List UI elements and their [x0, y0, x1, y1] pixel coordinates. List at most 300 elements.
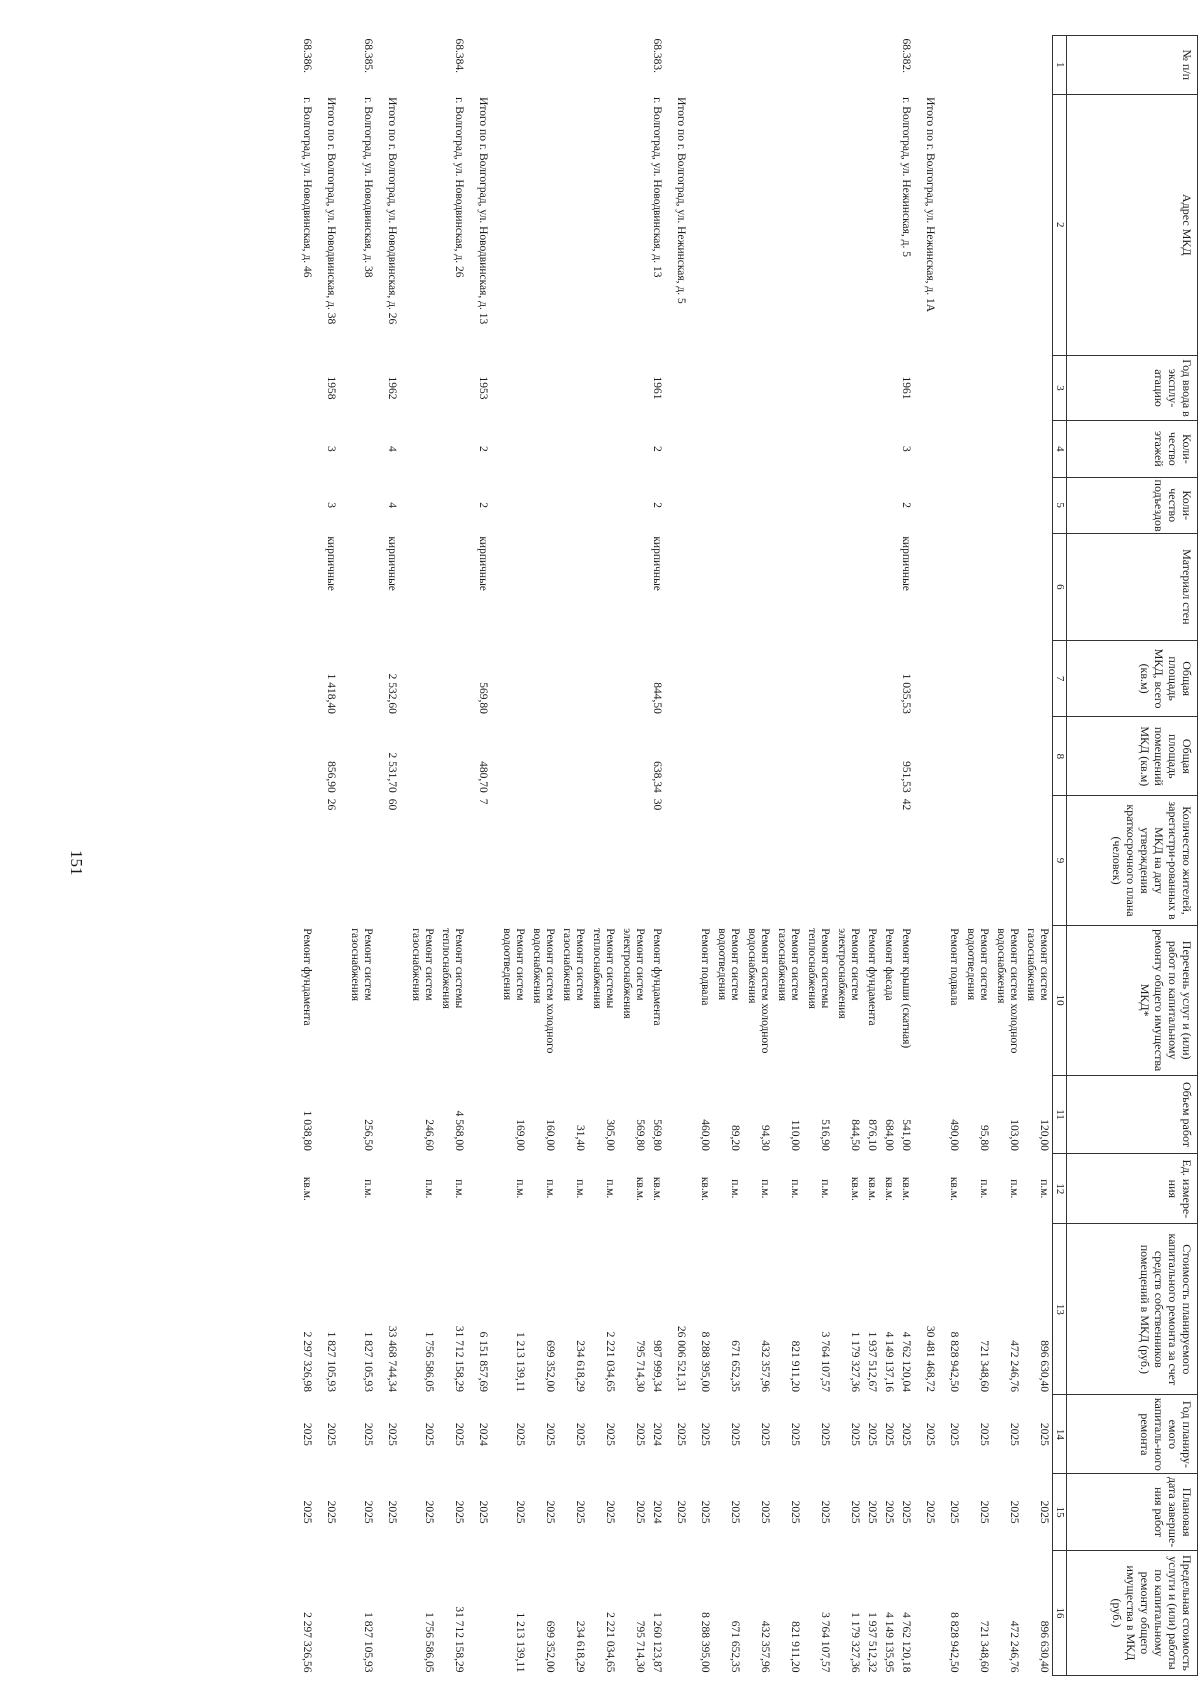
- column-number-1: 1: [1053, 36, 1067, 95]
- residents-cell: [618, 796, 648, 926]
- year-built-cell: [962, 355, 992, 420]
- address-cell: [558, 94, 588, 355]
- cost-cell: 2 297 326,98: [301, 1331, 313, 1392]
- residents-cell: [945, 796, 962, 926]
- column-header-1: № п/п: [1067, 36, 1198, 95]
- volume-cell: 516,90: [819, 1119, 831, 1151]
- unit-cell: п.м.: [362, 1179, 374, 1199]
- area-rooms-cell: 480,70: [477, 761, 489, 793]
- repair-year-cell: 2025: [819, 1422, 831, 1446]
- year-built-cell: 1962: [386, 376, 398, 400]
- work-row: [773, 36, 803, 1676]
- row-number: 68.382.: [900, 38, 912, 73]
- volume-cell: 460,00: [699, 1119, 711, 1151]
- column-header-6: Материал стен: [1067, 533, 1198, 640]
- column-header-3: Год ввода в эксплу-атацию: [1067, 355, 1198, 420]
- completion-date-cell: 2025: [699, 1500, 711, 1524]
- cost-cell: 26 006 521,31: [675, 1325, 687, 1392]
- residents-cell: [713, 796, 743, 926]
- house-row: [298, 36, 322, 1676]
- cost-cell: 234 618,29: [574, 1340, 586, 1392]
- work-row: [696, 36, 713, 1676]
- area-total-cell: [992, 640, 1022, 717]
- unit-cell: [322, 1154, 346, 1224]
- work-row: [558, 36, 588, 1676]
- year-built-cell: [588, 355, 618, 420]
- entrances-cell: [713, 477, 743, 533]
- address-cell: [803, 94, 833, 355]
- work-cell: [672, 925, 696, 1075]
- year-built-cell: [346, 355, 383, 420]
- work-row: [962, 36, 992, 1676]
- limit-cost-cell: 896 630,40: [1038, 1620, 1050, 1673]
- cost-cell: 671 652,35: [729, 1340, 741, 1392]
- unit-cell: п.м.: [544, 1179, 556, 1199]
- work-cell: Ремонт фундамента: [301, 928, 313, 1026]
- area-rooms-cell: [588, 717, 618, 796]
- walls-cell: [618, 533, 648, 640]
- walls-cell: [880, 533, 897, 640]
- walls-cell: [437, 533, 474, 640]
- limit-cost-cell: 234 618,29: [574, 1620, 586, 1673]
- residents-cell: [921, 796, 945, 926]
- address-cell: [588, 94, 618, 355]
- unit-cell: п.м.: [978, 1179, 990, 1199]
- row-number: [672, 36, 696, 95]
- work-cell: Ремонт крыши (скатная): [900, 928, 912, 1049]
- year-built-cell: [437, 355, 474, 420]
- volume-cell: 684,00: [883, 1119, 895, 1151]
- volume-cell: 1 038,80: [301, 1110, 313, 1151]
- limit-cost-cell: 1 937 512,32: [866, 1612, 878, 1673]
- cost-cell: 6 151 857,69: [477, 1331, 489, 1392]
- row-number: [588, 36, 618, 95]
- row-number: [558, 36, 588, 95]
- limit-cost-cell: 1 213 139,11: [514, 1612, 526, 1673]
- limit-cost-cell: 8 288 395,00: [699, 1612, 711, 1673]
- work-row: [498, 36, 528, 1676]
- area-total-cell: [298, 640, 322, 717]
- limit-cost-cell: 1 260 123,87: [651, 1612, 663, 1673]
- floors-cell: 3: [900, 445, 912, 452]
- work-cell: Ремонт систем электроснабжения: [836, 928, 861, 1019]
- row-number: [1022, 36, 1053, 95]
- work-cell: [474, 925, 498, 1075]
- residents-cell: [298, 796, 322, 926]
- floors-cell: [945, 421, 962, 477]
- volume-cell: 169,00: [514, 1119, 526, 1151]
- column-number-7: 7: [1053, 640, 1067, 717]
- unit-cell: кв.м.: [866, 1176, 878, 1201]
- area-total-cell: 2 532,60: [386, 673, 398, 714]
- unit-cell: п.м.: [1008, 1179, 1020, 1199]
- residents-cell: [407, 796, 437, 926]
- work-row: [833, 36, 863, 1676]
- unit-cell: кв.м.: [948, 1176, 960, 1201]
- cost-cell: 2 221 034,65: [604, 1331, 616, 1392]
- work-row: [743, 36, 773, 1676]
- work-row: [528, 36, 558, 1676]
- row-number: [962, 36, 992, 95]
- floors-cell: [773, 421, 803, 477]
- house-row: [346, 36, 383, 1676]
- walls-cell: [558, 533, 588, 640]
- area-rooms-cell: [962, 717, 992, 796]
- walls-cell: [803, 533, 833, 640]
- column-header-16: Предельная стоимость услуги и (или) работы по капитальному ремонту общего имущества в МКД (руб.): [1067, 1550, 1198, 1675]
- unit-cell: п.м.: [759, 1179, 771, 1199]
- row-number: 68.386.: [301, 38, 313, 73]
- cost-cell: 1 756 586,05: [423, 1331, 435, 1392]
- walls-cell: [992, 533, 1022, 640]
- cost-cell: 472 246,76: [1008, 1340, 1020, 1392]
- entrances-cell: [863, 477, 880, 533]
- area-total-cell: [346, 640, 383, 717]
- limit-cost-cell: 1 756 586,05: [423, 1612, 435, 1673]
- header-row: [1067, 36, 1198, 1676]
- residents-cell: [346, 796, 383, 926]
- entrances-cell: [346, 477, 383, 533]
- repair-year-cell: 2025: [544, 1422, 556, 1446]
- walls-cell: кирпичные: [386, 536, 398, 591]
- cost-cell: 1 827 105,93: [362, 1331, 374, 1392]
- area-total-cell: [863, 640, 880, 717]
- completion-date-cell: 2025: [362, 1500, 374, 1524]
- walls-cell: [773, 533, 803, 640]
- residents-cell: [743, 796, 773, 926]
- entrances-cell: [945, 477, 962, 533]
- unit-cell: п.м.: [604, 1179, 616, 1199]
- floors-cell: [407, 421, 437, 477]
- repair-year-cell: 2024: [477, 1422, 489, 1446]
- area-rooms-cell: [498, 717, 528, 796]
- volume-cell: [322, 1075, 346, 1154]
- area-rooms-cell: 638,34: [651, 761, 663, 793]
- unit-cell: [474, 1154, 498, 1224]
- area-rooms-cell: [880, 717, 897, 796]
- walls-cell: кирпичные: [900, 536, 912, 591]
- column-number-10: 10: [1053, 925, 1067, 1075]
- cost-cell: 30 481 468,72: [924, 1325, 936, 1392]
- work-cell: Ремонт фундамента: [866, 928, 878, 1026]
- completion-date-cell: 2025: [574, 1500, 586, 1524]
- repair-year-cell: 2025: [900, 1422, 912, 1446]
- column-number-4: 4: [1053, 421, 1067, 477]
- limit-cost-cell: 3 764 107,57: [819, 1612, 831, 1673]
- completion-date-cell: 2025: [514, 1500, 526, 1524]
- residents-cell: [498, 796, 528, 926]
- residents-cell: [833, 796, 863, 926]
- completion-date-cell: 2025: [883, 1500, 895, 1524]
- address-cell: Итого по г. Волгоград, ул. Нежинская, д. 5: [675, 97, 687, 304]
- column-number-13: 13: [1053, 1224, 1067, 1395]
- repair-year-cell: 2025: [423, 1422, 435, 1446]
- column-header-8: Общая площадь помещений МКД (кв.м): [1067, 717, 1198, 796]
- floors-cell: [346, 421, 383, 477]
- address-cell: г. Волгоград, ул. Новодвинская, д. 38: [362, 97, 374, 278]
- limit-cost-cell: [672, 1550, 696, 1675]
- house-row: [437, 36, 474, 1676]
- work-row: [803, 36, 833, 1676]
- volume-cell: 120,00: [1038, 1119, 1050, 1151]
- unit-cell: п.м.: [819, 1179, 831, 1199]
- volume-cell: [672, 1075, 696, 1154]
- limit-cost-cell: 821 911,20: [789, 1621, 801, 1673]
- area-rooms-cell: [437, 717, 474, 796]
- area-total-cell: [696, 640, 713, 717]
- volume-cell: 160,00: [544, 1119, 556, 1151]
- area-rooms-cell: [773, 717, 803, 796]
- repair-year-cell: 2025: [514, 1422, 526, 1446]
- cost-cell: 4 149 137,16: [883, 1331, 895, 1392]
- repair-year-cell: 2025: [866, 1422, 878, 1446]
- unit-cell: кв.м.: [849, 1176, 861, 1201]
- area-rooms-cell: [528, 717, 558, 796]
- row-number: [743, 36, 773, 95]
- entrances-cell: 4: [386, 502, 398, 509]
- work-cell: Ремонт систем газоснабжения: [1025, 928, 1050, 1002]
- column-header-11: Объем работ: [1067, 1075, 1198, 1154]
- work-cell: Ремонт систем электроснабжения: [621, 928, 646, 1019]
- page-number: 151: [67, 850, 86, 876]
- area-total-cell: [588, 640, 618, 717]
- repair-year-cell: 2025: [325, 1422, 337, 1446]
- work-row: [407, 36, 437, 1676]
- area-rooms-cell: [298, 717, 322, 796]
- residents-cell: [696, 796, 713, 926]
- unit-cell: п.м.: [1038, 1179, 1050, 1199]
- work-cell: Ремонт систем холодного водоснабжения: [995, 928, 1020, 1054]
- floors-cell: [528, 421, 558, 477]
- column-header-14: Год планиру-емого капиталь-ного ремонта: [1067, 1395, 1198, 1474]
- limit-cost-cell: [921, 1550, 945, 1675]
- limit-cost-cell: 4 762 120,18: [900, 1612, 912, 1673]
- walls-cell: [713, 533, 743, 640]
- entrances-cell: [528, 477, 558, 533]
- column-number-8: 8: [1053, 717, 1067, 796]
- area-total-cell: 844,50: [651, 682, 663, 714]
- address-cell: [945, 94, 962, 355]
- volume-cell: 876,10: [866, 1119, 878, 1151]
- year-built-cell: [672, 355, 696, 420]
- limit-cost-cell: [474, 1550, 498, 1675]
- work-row: [1022, 36, 1053, 1676]
- unit-cell: кв.м.: [634, 1176, 646, 1201]
- year-built-cell: [743, 355, 773, 420]
- walls-cell: кирпичные: [477, 536, 489, 591]
- volume-cell: [383, 1075, 407, 1154]
- entrances-cell: [992, 477, 1022, 533]
- cost-cell: 432 357,96: [759, 1340, 771, 1392]
- row-number: [833, 36, 863, 95]
- address-cell: [962, 94, 992, 355]
- residents-cell: 42: [900, 798, 912, 811]
- cost-cell: 1 937 512,67: [866, 1331, 878, 1392]
- column-header-7: Общая площадь МКД, всего (кв.м): [1067, 640, 1198, 717]
- total-row: [383, 36, 407, 1676]
- cost-cell: 721 348,60: [978, 1340, 990, 1392]
- floors-cell: [713, 421, 743, 477]
- work-cell: Ремонт систем газоснабжения: [776, 928, 801, 1002]
- floors-cell: [833, 421, 863, 477]
- row-number: 68.383.: [651, 38, 663, 73]
- work-row: [863, 36, 880, 1676]
- limit-cost-cell: 2 297 326,56: [301, 1612, 313, 1673]
- entrances-cell: [618, 477, 648, 533]
- column-header-12: Ед. измере-ния: [1067, 1154, 1198, 1224]
- address-cell: [696, 94, 713, 355]
- repair-year-cell: 2025: [849, 1422, 861, 1446]
- volume-cell: [921, 1075, 945, 1154]
- work-cell: Ремонт систем водоотведения: [965, 928, 990, 1001]
- walls-cell: [921, 533, 945, 640]
- area-total-cell: [498, 640, 528, 717]
- volume-cell: 94,30: [759, 1125, 771, 1151]
- year-built-cell: 1961: [900, 376, 912, 400]
- column-number-16: 16: [1053, 1550, 1067, 1675]
- work-cell: Ремонт систем холодного водоснабжения: [746, 928, 771, 1054]
- column-number-6: 6: [1053, 533, 1067, 640]
- entrances-cell: [921, 477, 945, 533]
- repair-year-cell: 2025: [948, 1422, 960, 1446]
- address-cell: [498, 94, 528, 355]
- volume-cell: 110,00: [789, 1119, 801, 1151]
- unit-cell: кв.м.: [900, 1176, 912, 1201]
- unit-cell: кв.м.: [883, 1176, 895, 1201]
- cost-cell: 821 911,20: [789, 1340, 801, 1392]
- row-number: [528, 36, 558, 95]
- area-rooms-cell: [618, 717, 648, 796]
- floors-cell: [558, 421, 588, 477]
- walls-cell: [672, 533, 696, 640]
- work-cell: [383, 925, 407, 1075]
- floors-cell: [880, 421, 897, 477]
- work-cell: Ремонт системы теплоснабжения: [591, 928, 616, 1009]
- address-cell: Итого по г. Волгоград, ул. Новодвинская, д. 26: [386, 97, 398, 325]
- repair-year-cell: 2025: [675, 1422, 687, 1446]
- year-built-cell: [833, 355, 863, 420]
- row-number: [992, 36, 1022, 95]
- walls-cell: [696, 533, 713, 640]
- limit-cost-cell: 472 246,76: [1008, 1620, 1020, 1673]
- column-number-3: 3: [1053, 355, 1067, 420]
- work-cell: Ремонт систем газоснабжения: [561, 928, 586, 1002]
- unit-cell: кв.м.: [699, 1176, 711, 1201]
- repair-year-cell: 2025: [978, 1422, 990, 1446]
- cost-cell: 31 712 158,29: [453, 1325, 465, 1392]
- address-cell: [1022, 94, 1053, 355]
- year-built-cell: [803, 355, 833, 420]
- address-cell: [880, 94, 897, 355]
- unit-cell: п.м.: [729, 1179, 741, 1199]
- limit-cost-cell: 795 714,30: [634, 1620, 646, 1673]
- cost-cell: 896 630,40: [1038, 1340, 1050, 1392]
- walls-cell: [498, 533, 528, 640]
- limit-cost-cell: 699 352,00: [544, 1620, 556, 1673]
- floors-cell: [618, 421, 648, 477]
- column-number-5: 5: [1053, 477, 1067, 533]
- area-total-cell: [880, 640, 897, 717]
- walls-cell: кирпичные: [325, 536, 337, 591]
- completion-date-cell: 2025: [301, 1500, 313, 1524]
- residents-cell: [773, 796, 803, 926]
- volume-cell: 256,50: [362, 1119, 374, 1151]
- work-cell: Ремонт подвала: [699, 928, 711, 1006]
- address-cell: [833, 94, 863, 355]
- limit-cost-cell: [322, 1550, 346, 1675]
- year-built-cell: 1958: [325, 376, 337, 400]
- year-built-cell: [1022, 355, 1053, 420]
- row-number: [383, 36, 407, 95]
- area-total-cell: [833, 640, 863, 717]
- entrances-cell: [672, 477, 696, 533]
- floors-cell: [921, 421, 945, 477]
- address-cell: [528, 94, 558, 355]
- table-body: [298, 36, 1053, 1676]
- area-rooms-cell: [346, 717, 383, 796]
- completion-date-cell: 2025: [1038, 1500, 1050, 1524]
- residents-cell: [558, 796, 588, 926]
- area-rooms-cell: [743, 717, 773, 796]
- year-built-cell: [773, 355, 803, 420]
- work-cell: Ремонт систем газоснабжения: [349, 928, 374, 1002]
- area-rooms-cell: [672, 717, 696, 796]
- residents-cell: [672, 796, 696, 926]
- residents-cell: 7: [477, 798, 489, 805]
- walls-cell: [945, 533, 962, 640]
- year-built-cell: [945, 355, 962, 420]
- total-row: [921, 36, 945, 1676]
- walls-cell: [962, 533, 992, 640]
- limit-cost-cell: 31 712 158,29: [453, 1606, 465, 1673]
- floors-cell: [298, 421, 322, 477]
- year-built-cell: [992, 355, 1022, 420]
- area-total-cell: [921, 640, 945, 717]
- row-number: [863, 36, 880, 95]
- work-cell: [921, 925, 945, 1075]
- unit-cell: п.м.: [453, 1179, 465, 1199]
- address-cell: [773, 94, 803, 355]
- year-built-cell: [880, 355, 897, 420]
- address-cell: [992, 94, 1022, 355]
- walls-cell: [588, 533, 618, 640]
- completion-date-cell: 2025: [325, 1500, 337, 1524]
- walls-cell: [743, 533, 773, 640]
- year-built-cell: [528, 355, 558, 420]
- area-total-cell: 1 418,40: [325, 673, 337, 714]
- floors-cell: [743, 421, 773, 477]
- walls-cell: [407, 533, 437, 640]
- floors-cell: 3: [325, 445, 337, 452]
- total-row: [474, 36, 498, 1676]
- entrances-cell: [407, 477, 437, 533]
- unit-cell: п.м.: [423, 1179, 435, 1199]
- floors-cell: [803, 421, 833, 477]
- year-built-cell: [407, 355, 437, 420]
- completion-date-cell: 2025: [634, 1500, 646, 1524]
- completion-date-cell: 2025: [1008, 1500, 1020, 1524]
- entrances-cell: [743, 477, 773, 533]
- entrances-cell: [833, 477, 863, 533]
- unit-cell: п.м.: [514, 1179, 526, 1199]
- row-number: [474, 36, 498, 95]
- area-total-cell: [558, 640, 588, 717]
- row-number: [713, 36, 743, 95]
- walls-cell: [863, 533, 880, 640]
- row-number: [618, 36, 648, 95]
- address-cell: г. Волгоград, ул. Нежинская, д. 5: [900, 97, 912, 258]
- area-total-cell: [743, 640, 773, 717]
